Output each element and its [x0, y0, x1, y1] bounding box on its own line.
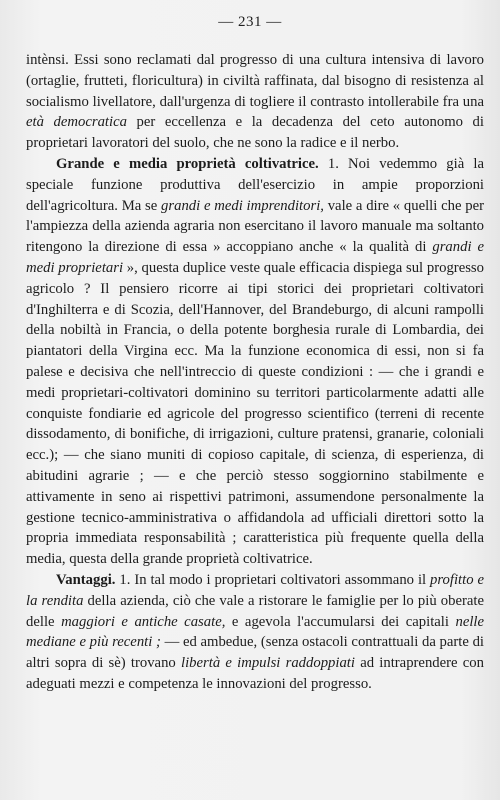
- text-run: — ed ambedue, (senza ostacoli contrattuali da parte di altri sopra di sè) trovano: [26, 634, 484, 672]
- text-run: della azienda, ciò che vale a ristorare le famiglie per lo più oberate delle: [26, 592, 485, 630]
- paragraph-grande-media-proprieta: [26, 154, 484, 570]
- text-run: 1. Noi vedemmo già la speciale funzione produttiva dell'esercizio in ampie proporzioni dell'agricoltura. Ma se: [26, 155, 484, 214]
- text-run: ad intraprendere con adeguati mezzi e competenza le innovazioni del progresso.: [26, 655, 484, 692]
- italic-text-run: profitto e la rendita: [26, 571, 484, 609]
- italic-text-run: età democratica: [26, 114, 127, 131]
- text-run: 1. In tal modo i proprietari coltivatori assommano il: [115, 571, 431, 588]
- text-run: per eccellenza e la decadenza del ceto autonomo di proprietari lavoratori del suolo, che ne sono la radice e il nerbo.: [26, 114, 484, 152]
- section-heading: Vantaggi.: [56, 571, 116, 588]
- text-run: e agevola l'accumularsi dei capitali: [225, 613, 456, 630]
- text-run: », questa duplice veste quale efficacia dispiega sul progresso agricolo ? Il pensiero ricorre ai tipi storici dei proprietari coltivatori d'Inghilterra e di Scozia, dell'Hannover, del Brandeburgo, di alcuni rampolli della nobiltà in Francia, o della potente borghesia rurale di Lombardia, dei piantatori della Virgina ecc. Ma la funzione economica di essi, non si fa palese e decisiva che nell'intreccio di queste condizioni : — che i grandi e medi proprietari-coltivatori dominino su territori particolarmente adatti alle conquiste fondiarie ed agricole del progresso scientifico (terreni di recente dissodamento, di bonifiche, di irrigazioni, culture pratensi, granarie, coloniali ecc.); — che siano muniti di copioso capitale, di scienza, di esperienza, di abitudini agrarie ; — e che perciò stesso soggiornino stabilmente e attivamente in seno ai rispettivi patrimoni, assumendone personalmente la gestione tecnico-amministrativa o affidandola ad ufficiali direttori sotto la propria immediata responsabilità ; caratteristica più frequente quella della media, questa della grande proprietà coltivatrice.: [26, 259, 484, 568]
- paragraph-intro: [26, 50, 484, 154]
- paragraph-vantaggi: [26, 570, 484, 695]
- italic-text-run: nelle mediane e più recenti ;: [26, 613, 485, 651]
- italic-text-run: libertà e impulsi raddoppiati: [181, 655, 355, 672]
- italic-text-run: grandi e medi imprenditori,: [161, 197, 324, 214]
- italic-text-run: grandi e medi proprietari: [26, 239, 484, 276]
- text-run: intènsi. Essi sono reclamati dal progresso di una cultura intensiva di lavoro (ortaglie, frutteti, floricultura) in civiltà raffinata, dal bisogno di resistenza al socialismo livellatore, dall'urgenza di togliere il contrasto intollerabile fra una: [26, 52, 484, 110]
- page-body: [26, 50, 484, 695]
- page-number: — 231 —: [218, 14, 282, 30]
- text-run: vale a dire « quelli che per l'ampiezza della azienda agraria non esercitano il lavoro manuale ma soltanto ritengono la direzione di essa » accoppiano anche « la qualità di: [26, 197, 484, 256]
- italic-text-run: maggiori e antiche casate,: [61, 613, 226, 630]
- section-heading: Grande e media proprietà coltivatrice.: [56, 155, 319, 172]
